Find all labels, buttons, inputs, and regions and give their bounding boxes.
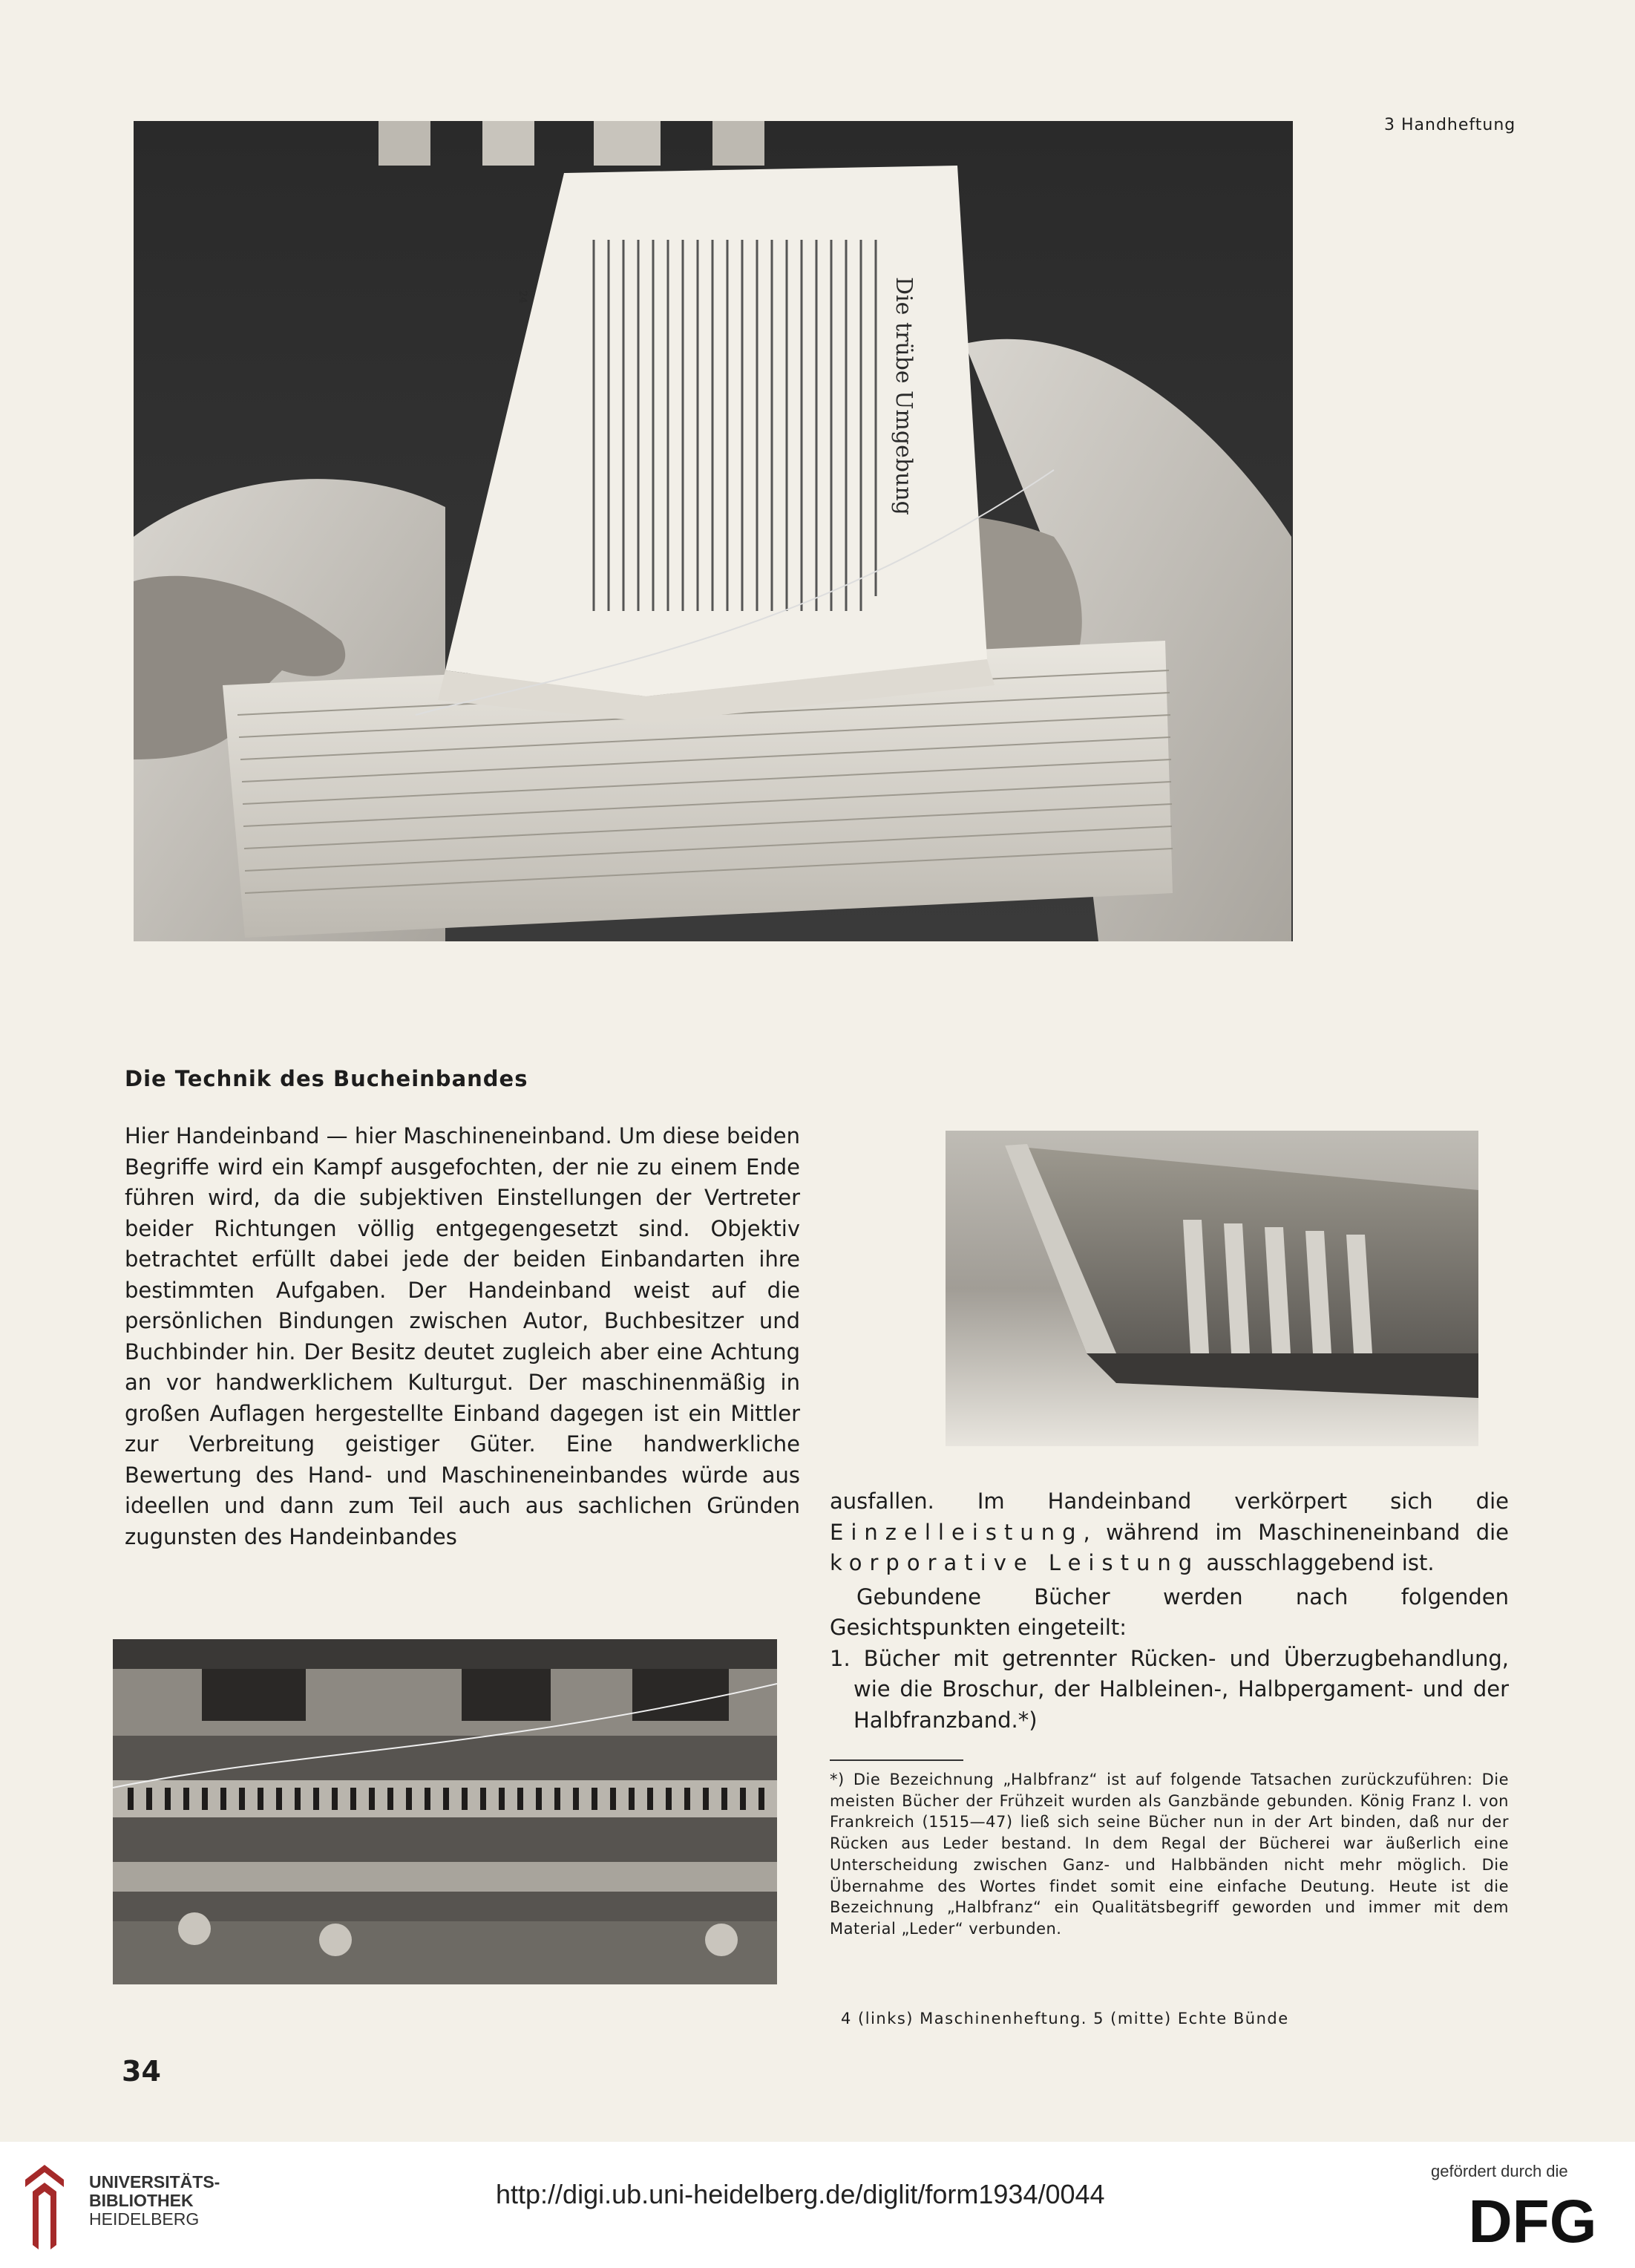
page-number: 34 — [122, 2055, 161, 2088]
body-text-right — [830, 1486, 1509, 1736]
source-url-link[interactable]: http://digi.ub.uni-heidelberg.de/diglit/form1934/0044 — [496, 2179, 1105, 2209]
list-item-1: 1. Bücher mit getrennter Rücken- und Überzugbehandlung, wie die Broschur, der Halbleinen-, Halbpergament- und der Halbfranzband.*) — [830, 1645, 1509, 1733]
emphasis-einzelleistung: Einzelleistung — [830, 1519, 1084, 1545]
article-heading: Die Technik des Bucheinbandes — [125, 1066, 528, 1091]
footnote: *) Die Bezeichnung „Halbfranz“ ist auf folgende Tatsachen zurückzuführen: Die meisten Bücher der Frühzeit wurden als Ganzbände gebunden. König Franz I. von Frankreich (1515—47) ließ sich seine Bücher nun in der Art binden, daß nur der Rücken aus Leder bestand. In dem Regal der Bücherei war äußerlich eine Unterscheidung zwischen Ganz- und Halbbänden nicht mehr möglich. Die Übernahme des Wortes findet somit eine einfache Deutung. Heute ist die Bezeichnung „Halbfranz“ ein Qualitätsbegriff geworden und immer mit dem Material „Leder“ verbunden. — [830, 1771, 1509, 1938]
funding-text: gefördert durch die — [1431, 2162, 1568, 2180]
library-logo[interactable] — [22, 2162, 67, 2251]
photo-hand-sewing — [134, 121, 1293, 941]
svg-text:DFG: DFG — [1468, 2190, 1597, 2249]
classification-intro: Gebundene Bücher werden nach folgenden Gesichtspunkten eingeteilt: — [830, 1584, 1509, 1640]
photo-machine-sewing — [113, 1639, 777, 1984]
continued-paragraph: ausfallen. Im Handeinband verkörpert sich die Einzelleistung, während im Maschineneinband die korporative Leistung ausschlaggebend ist. — [830, 1488, 1509, 1575]
emphasis-korporative-leistung: korporative Leistung — [830, 1550, 1200, 1575]
photo-book-spine — [946, 1131, 1478, 1446]
figure-caption-3: 3 Handheftung — [1384, 116, 1516, 134]
footnote-rule — [830, 1759, 963, 1761]
book-page-number: 24 — [517, 290, 528, 304]
book-page-title: Die trübe Umgebung — [891, 277, 917, 515]
body-text-left: Hier Handeinband — hier Maschineneinband. Um diese beiden Begriffe wird ein Kampf ausgefochten, der nie zu einem Ende führen wird, da die subjektiven Einstellungen der Vertreter beider Richtungen völlig entgegengesetzt sind. Objektiv betrachtet erfüllt dabei jede der beiden Einbandarten ihre bestimmten Aufgaben. Der Handeinband weist auf die persönlichen Bindungen zwischen Autor, Buchbesitzer und Buchbinder hin. Der Besitz deutet zugleich aber eine Achtung an vor handwerklichem Kulturgut. Der maschinenmäßig in großen Auflagen hergestellte Einband dagegen ist ein Mittler zur Verbreitung geistiger Güter. Eine handwerkliche Bewertung des Hand- und Maschineneinbandes würde aus ideellen und dann zum Teil auch aus sachlichen Gründen zugunsten des Handeinbandes — [125, 1123, 800, 1549]
library-name: UNIVERSITÄTS- BIBLIOTHEK HEIDELBERG — [89, 2172, 220, 2229]
figure-caption-4-5: 4 (links) Maschinenheftung. 5 (mitte) Echte Bünde — [841, 2010, 1289, 2027]
dfg-logo[interactable] — [1451, 2190, 1614, 2249]
